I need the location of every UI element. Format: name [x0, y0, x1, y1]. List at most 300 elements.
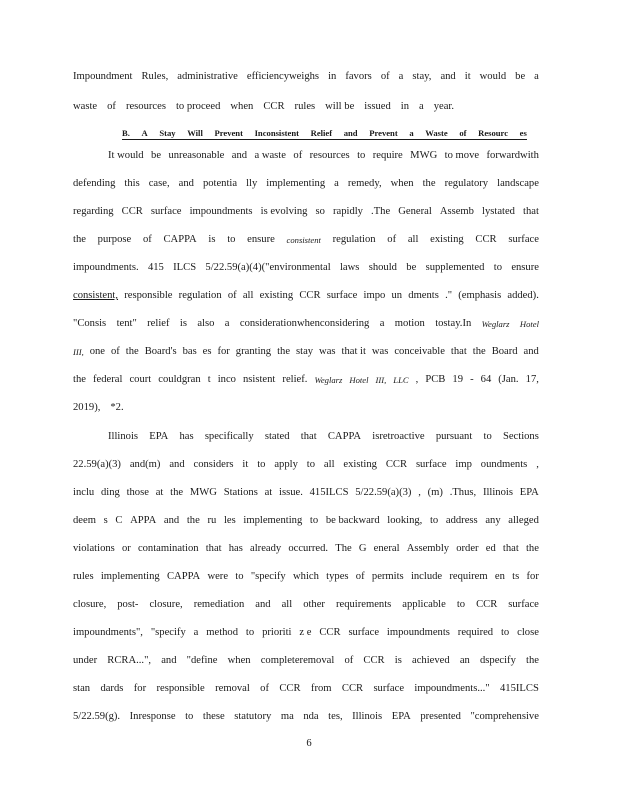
word: 17, [525, 374, 539, 385]
section-heading [122, 128, 527, 140]
word: requirements [335, 599, 392, 610]
word: CCR [475, 234, 497, 245]
word: surface [373, 683, 405, 694]
word: "comprehensive [470, 711, 539, 722]
word: 19 [452, 374, 464, 385]
word: completeremoval [260, 655, 335, 666]
word: Inresponse [129, 711, 176, 722]
word: unreasonable [168, 150, 225, 161]
word: surface [326, 290, 358, 301]
word: Sections [502, 431, 539, 442]
word: landscape [497, 178, 539, 189]
word: to [309, 515, 319, 526]
word: impo [363, 290, 386, 301]
word: has [179, 431, 194, 442]
word: Weglarz [481, 319, 510, 329]
word: eneral [373, 543, 400, 554]
word: existing [430, 234, 464, 245]
word: to [500, 627, 510, 638]
word: regarding [73, 206, 114, 217]
word: defending [73, 178, 116, 189]
word: of [355, 571, 365, 582]
word: Impoundment [73, 71, 133, 82]
text-line [73, 289, 539, 303]
text-line [73, 514, 539, 528]
word: inclu [73, 487, 95, 498]
word: 64 [480, 374, 492, 385]
word: contamination [137, 543, 199, 554]
word: implementing [266, 178, 326, 189]
word: other [303, 599, 325, 610]
word: order [456, 543, 479, 554]
word: post- [117, 599, 139, 610]
word: of [293, 150, 303, 161]
word: III, [73, 347, 84, 357]
word: the [472, 346, 486, 357]
word: year. [433, 101, 455, 112]
word: and [161, 655, 177, 666]
word: CCR [476, 599, 498, 610]
text-line [73, 542, 539, 556]
word: ding [100, 487, 120, 498]
word: deem [73, 515, 96, 526]
word: issue. [279, 487, 303, 498]
word: so [315, 206, 325, 217]
word: CCR [319, 627, 341, 638]
word: when [227, 655, 251, 666]
word: General [398, 206, 432, 217]
word: and [169, 459, 185, 470]
word: rules [73, 571, 94, 582]
word: considers [193, 459, 234, 470]
word: EPA [149, 431, 169, 442]
word: consistent [286, 235, 321, 245]
word: ensure [247, 234, 275, 245]
word: implementing [100, 571, 160, 582]
word: EPA [519, 487, 539, 498]
word: 5/22.59(a)(3) [355, 487, 412, 498]
word: Rules, [141, 71, 169, 82]
word: is [179, 318, 187, 329]
word: for [217, 346, 230, 357]
word: those [126, 487, 149, 498]
word: issued [364, 101, 391, 112]
word: Illinois [108, 431, 139, 442]
word: removal [215, 683, 250, 694]
word: CCR [121, 206, 143, 217]
word: when [390, 178, 414, 189]
word: CAPPA [166, 571, 201, 582]
word: surface [415, 459, 447, 470]
word: federal [93, 374, 123, 385]
word: be backward [325, 515, 380, 526]
word: inco [217, 374, 236, 385]
text-line [73, 401, 539, 415]
heading-word: of [459, 128, 467, 138]
word: of [227, 290, 237, 301]
word: case, [148, 178, 170, 189]
heading-word: es [519, 128, 527, 138]
word: which [293, 571, 319, 582]
word: require [372, 150, 403, 161]
word: , [415, 374, 419, 385]
word: all [281, 599, 293, 610]
word: CCR [341, 683, 364, 694]
word: for [133, 683, 147, 694]
word: to [483, 431, 492, 442]
word: under [73, 655, 98, 666]
word: to [257, 459, 266, 470]
word: surface [150, 206, 182, 217]
word: impoundments. [73, 262, 139, 273]
word: considerationwhenconsidering [239, 318, 370, 329]
word: a [379, 318, 385, 329]
word: of [142, 234, 152, 245]
word: is [208, 234, 216, 245]
word: also [197, 318, 215, 329]
word: the [73, 234, 86, 245]
word: required [457, 627, 494, 638]
word: surface [508, 234, 539, 245]
word: CCR [263, 101, 285, 112]
word: Hotel [519, 319, 539, 329]
word: a [419, 101, 424, 112]
word: isretroactive [372, 431, 425, 442]
word: that [450, 346, 467, 357]
word: The [335, 543, 352, 554]
word: ." [445, 290, 453, 301]
text-line [73, 261, 539, 275]
word: the [125, 346, 139, 357]
word: lly [246, 178, 258, 189]
word: .The [371, 206, 391, 217]
word: Illinois [482, 487, 513, 498]
word: the [186, 515, 200, 526]
word: regulation [332, 234, 376, 245]
word: regulation [178, 290, 222, 301]
word: rules [294, 101, 316, 112]
word: .Thus, [449, 487, 477, 498]
text-line [73, 205, 539, 219]
word: permits [371, 571, 404, 582]
word: nsistent [243, 374, 276, 385]
word: oundments [480, 459, 528, 470]
word: the [422, 178, 436, 189]
word: a [398, 71, 404, 82]
word: is evolving [260, 206, 308, 217]
word: in [328, 71, 337, 82]
word: and [255, 599, 271, 610]
word: alleged [508, 515, 539, 526]
word: that [502, 543, 519, 554]
text-line [73, 626, 539, 640]
word: regulatory [444, 178, 489, 189]
word: les [223, 515, 236, 526]
word: (m) [427, 487, 443, 498]
word: CAPPA [163, 234, 197, 245]
word: or [121, 543, 131, 554]
heading-word: A [141, 128, 148, 138]
word: CCR [279, 683, 301, 694]
word: to [306, 459, 316, 470]
word: pursuant [435, 431, 473, 442]
word: MWG [410, 150, 438, 161]
word: granting [235, 346, 272, 357]
word: 415 [147, 262, 164, 273]
word: implementing [243, 515, 303, 526]
word: presented [420, 711, 461, 722]
word: all [242, 290, 254, 301]
word: to move [444, 150, 480, 161]
word: that [300, 431, 317, 442]
word: It would [108, 150, 144, 161]
word: rapidly [332, 206, 363, 217]
word: 5/22.59(a)(4)("environmental [205, 262, 331, 273]
word: close [517, 627, 539, 638]
word: 5/22.59(g). [73, 711, 121, 722]
word: ts [512, 571, 520, 582]
word: potentia [202, 178, 238, 189]
word: and(m) [129, 459, 161, 470]
word: applicable [402, 599, 446, 610]
word: be [515, 71, 526, 82]
word: to [456, 599, 466, 610]
word: to proceed [175, 101, 221, 112]
word: t [207, 374, 211, 385]
word: Board [491, 346, 518, 357]
word: that it [341, 346, 366, 357]
word: a [193, 627, 199, 638]
word: (Jan. [498, 374, 519, 385]
word: all [323, 459, 335, 470]
word: it [464, 71, 471, 82]
heading-word: and [343, 128, 358, 138]
word: and [440, 71, 456, 82]
word: for [526, 571, 539, 582]
word: added). [507, 290, 539, 301]
word: waste [73, 101, 98, 112]
word: of [344, 655, 354, 666]
text-line [73, 682, 539, 696]
word: z e [299, 627, 312, 638]
word: CCR [299, 290, 321, 301]
text-line [73, 345, 539, 359]
word: already [250, 543, 282, 554]
heading-word: Waste [425, 128, 448, 138]
text-line [73, 373, 539, 387]
word: Stations [223, 487, 258, 498]
word: looking, [387, 515, 423, 526]
word: relief. [282, 374, 308, 385]
word: Hotel [349, 375, 369, 385]
word: 22.59(a)(3) [73, 459, 121, 470]
word: lystated [482, 206, 515, 217]
word: this [124, 178, 140, 189]
word: en [494, 571, 505, 582]
word: impoundments", [73, 627, 143, 638]
word: that [205, 543, 222, 554]
word: surface [508, 599, 539, 610]
text-line [73, 177, 539, 191]
word: at [264, 487, 273, 498]
heading-word: Inconsistent [254, 128, 299, 138]
word: one [89, 346, 105, 357]
word: requirem [449, 571, 488, 582]
text-line [73, 598, 539, 612]
word: to [493, 262, 502, 273]
word: purpose [97, 234, 132, 245]
word: laws [339, 262, 360, 273]
word: bas [182, 346, 197, 357]
word: has [228, 543, 243, 554]
word: include [410, 571, 443, 582]
word: 415ILCS [309, 487, 349, 498]
word: to [357, 150, 366, 161]
word: nda [303, 711, 319, 722]
word: impoundments [386, 627, 450, 638]
word: Assemb [439, 206, 474, 217]
word: , [418, 487, 421, 498]
word: ensure [511, 262, 539, 273]
word: method [206, 627, 239, 638]
text-line [73, 317, 539, 331]
word: closure, [149, 599, 183, 610]
text-line [73, 70, 539, 84]
word: it [242, 459, 249, 470]
word: in [400, 101, 410, 112]
word: existing [259, 290, 294, 301]
word: APPA [130, 515, 157, 526]
word: the [526, 655, 539, 666]
word: CCR [363, 655, 385, 666]
page-number: 6 [306, 738, 312, 749]
word: CCR [385, 459, 408, 470]
heading-word: a [409, 128, 414, 138]
heading-word: Relief [310, 128, 333, 138]
word: responsible [124, 290, 173, 301]
word: statutory [234, 711, 272, 722]
word: to [185, 711, 194, 722]
heading-word: Resourc [478, 128, 509, 138]
word: to [429, 515, 439, 526]
word: of [380, 71, 390, 82]
word: EPA [391, 711, 411, 722]
word: of [110, 346, 120, 357]
text-line [73, 486, 539, 500]
word: resources [125, 101, 166, 112]
word: ed [485, 543, 496, 554]
word: violations [73, 543, 115, 554]
word: specifically [204, 431, 254, 442]
word: couldgran [158, 374, 201, 385]
word: an [459, 655, 470, 666]
word: and [178, 178, 194, 189]
word: to [235, 571, 244, 582]
word: s [103, 515, 108, 526]
word: achieved [412, 655, 450, 666]
text-line [73, 100, 539, 114]
word: G [358, 543, 367, 554]
word: to [227, 234, 236, 245]
word: dards [100, 683, 124, 694]
word: that [523, 206, 539, 217]
word: stay, [412, 71, 432, 82]
word: favors [345, 71, 372, 82]
word: efficiencyweighs [246, 71, 320, 82]
word: at [155, 487, 164, 498]
word: resources [309, 150, 350, 161]
text-line [73, 570, 539, 584]
text-line [108, 430, 539, 444]
word: PCB [425, 374, 446, 385]
word: be [151, 150, 162, 161]
word: stay [296, 346, 314, 357]
word: to [245, 627, 255, 638]
word: occurred. [288, 543, 329, 554]
heading-word: Prevent [369, 128, 398, 138]
word: 2019), [73, 402, 101, 413]
word: relief [147, 318, 170, 329]
word: administrative [177, 71, 238, 82]
word: MWG [189, 487, 217, 498]
word: (emphasis [458, 290, 502, 301]
word: ma [280, 711, 294, 722]
word: tes, [328, 711, 343, 722]
word: impoundments..." [414, 683, 490, 694]
text-line [108, 149, 539, 163]
word: when [230, 101, 254, 112]
word: impoundments [189, 206, 253, 217]
heading-word: Stay [159, 128, 176, 138]
word: the [525, 543, 539, 554]
word: the [170, 487, 184, 498]
word: a [224, 318, 230, 329]
word: forwardwith [486, 150, 539, 161]
word: tostay.In [435, 318, 472, 329]
word: III, [375, 375, 387, 385]
word: remediation [193, 599, 245, 610]
word: CAPPA [327, 431, 362, 442]
word: stated [264, 431, 290, 442]
word: of [387, 234, 397, 245]
word: would [479, 71, 507, 82]
word: tent" [116, 318, 137, 329]
word: Assembly [406, 543, 450, 554]
word: supplemented [425, 262, 485, 273]
word: responsible [156, 683, 205, 694]
word: closure, [73, 599, 107, 610]
word: of [260, 683, 269, 694]
word: and [163, 515, 180, 526]
word: consistent, [73, 290, 119, 301]
word: "specify [150, 627, 186, 638]
word: - [470, 374, 474, 385]
word: a [534, 71, 539, 82]
text-line [73, 710, 539, 724]
heading-word: Will [187, 128, 203, 138]
word: ILCS [173, 262, 197, 273]
word: court [129, 374, 152, 385]
word: "define [186, 655, 218, 666]
word: , [536, 459, 539, 470]
word: RCRA...", [107, 655, 152, 666]
word: is [394, 655, 402, 666]
word: Board's [144, 346, 177, 357]
word: the [73, 374, 86, 385]
text-line [73, 654, 539, 668]
word: and [231, 150, 248, 161]
word: *2. [110, 402, 124, 413]
